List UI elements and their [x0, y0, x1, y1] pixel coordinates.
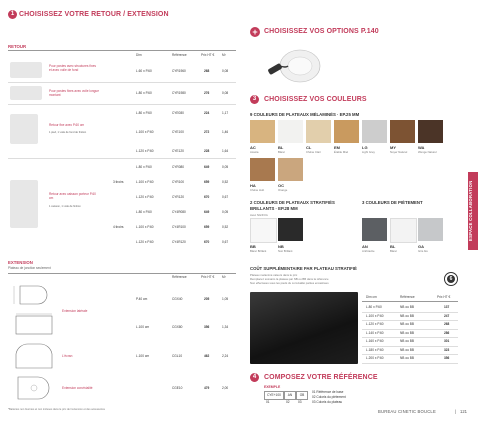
ref-legend: 03 Coloris du plateau [312, 400, 343, 404]
ext-header-m3: M³ [222, 275, 226, 279]
col-header-dim: Dim [136, 53, 142, 57]
swatch-code: NB [278, 244, 284, 249]
cell-ref: CYE080 [172, 111, 184, 115]
swatch-code: BB [250, 244, 256, 249]
power-unit-image [262, 44, 322, 86]
glossy-plateau-image [250, 292, 358, 364]
cell-prix: 356 [204, 325, 210, 329]
swatch-code: CL [306, 145, 312, 150]
ref-index: 01 [266, 400, 270, 404]
swatch-code: BL [390, 244, 396, 249]
cell-dim: L.80 x P.60 [366, 305, 382, 309]
ext-header-prix: Prix HT € [201, 275, 215, 279]
cell-prix: 247 [444, 313, 450, 318]
step-badge-3: 3 [250, 95, 259, 104]
cell-ref: CGE10 [172, 386, 183, 390]
cell-ref: NB ou BB [400, 339, 414, 343]
cell-prix: 268 [204, 69, 210, 73]
cell-prix: 670 [204, 240, 210, 244]
cell-m3: 0,05 [222, 210, 229, 214]
section-rule [8, 273, 236, 274]
extension-label: L'écran [62, 354, 73, 358]
cell-prix: 286 [444, 330, 450, 335]
group-desc-sub: 1 caisson, 1 voile de finition [49, 205, 81, 208]
retour-image [10, 180, 38, 228]
cell-ref: CYE120 [172, 149, 184, 153]
section-rule [8, 50, 236, 51]
cell-m3: 0,05 [222, 165, 229, 169]
cell-prix: 462 [204, 354, 210, 358]
surcout-header-dim: Dim cm [366, 295, 377, 299]
step-badge-number: 6 [447, 275, 455, 283]
cell-ref: CYR1980 [172, 91, 186, 95]
swatch-name: Blanc [278, 150, 285, 154]
options-title: CHOISISSEZ VOS OPTIONS P.140 [264, 28, 379, 35]
step-badge-6 [444, 272, 458, 286]
swatch-em[interactable] [334, 120, 359, 143]
swatch-my[interactable] [390, 120, 415, 143]
cell-prix: 268 [444, 322, 450, 326]
swatch-an[interactable] [362, 218, 387, 241]
col-header-prix: Prix HT € [201, 53, 215, 57]
cell-m3: 0,08 [222, 69, 229, 73]
retour-section-label: RETOUR [8, 44, 27, 49]
cell-prix: 670 [204, 195, 210, 199]
col-header-m3: M³ [222, 53, 226, 57]
swatch-bl-pied[interactable] [390, 218, 417, 243]
cell-dim: L.120 x P.60 [136, 149, 154, 153]
swatch-code: AN [362, 244, 368, 249]
cell-ref: CY4R100 [172, 225, 186, 229]
cell-dim: L.80 x P.60 [136, 210, 152, 214]
cell-ref: CGX40 [172, 297, 183, 301]
cell-ref: CYR080 [172, 165, 185, 169]
swatch-code: AC [250, 145, 256, 150]
cell-prix: 272 [204, 130, 210, 134]
cell-dim: L.100 x P.60 [366, 313, 384, 318]
section-rule [362, 301, 458, 302]
swatch-lg[interactable] [362, 120, 387, 143]
cell-dim: L.100 cm [136, 325, 150, 329]
reference-label: EXEMPLE [264, 385, 281, 389]
ref-box-pietement: AN [284, 391, 296, 400]
swatch-name: Blanc [390, 249, 397, 253]
cell-prix: 323 [444, 347, 450, 352]
extension-label: Extension latérale [62, 309, 88, 313]
retour-image [10, 62, 42, 78]
stratifies-title: 2 COULEURS DE PLATEAUX STRATIFIÉS BRILLANTS · EP.28 MM [250, 200, 335, 211]
pietement-title: 3 COULEURS DE PIÈTEMENT [362, 200, 423, 205]
cell-ref: NB ou BB [400, 356, 414, 360]
surcout-line: Plateau melaminé valeurs dans le prix [250, 273, 298, 277]
swatch-code: MY [390, 145, 396, 150]
swatch-name: Érable Miel [334, 150, 348, 154]
cell-dim: L.80 x P.60 [136, 165, 152, 169]
cell-ref: CY4R080 [172, 210, 186, 214]
cell-prix: 205 [204, 297, 210, 301]
stratifies-sub: Avec NG/FCG [250, 213, 268, 217]
retour-title: CHOISISSEZ VOTRE RETOUR / EXTENSION [19, 10, 169, 18]
swatch-cl[interactable] [306, 120, 331, 143]
cell-dim: L.100 x P.60 [136, 130, 154, 134]
surcout-header-prix: Prix HT € [437, 295, 451, 299]
cell-prix: 276 [204, 91, 210, 95]
swatch-code: GA [418, 244, 424, 249]
cell-prix: 224 [204, 111, 210, 115]
surcout-line: Remplacez scénario la plateau par NB ou BB dans la référence [250, 277, 329, 281]
extension-drawing [12, 284, 54, 306]
cell-dim: L.160 x P.60 [366, 339, 384, 343]
cell-ref: CGX80 [172, 325, 183, 329]
cell-m3: 0,67 [222, 195, 229, 199]
swatch-code: BL [278, 145, 284, 150]
extension-drawing [12, 312, 56, 338]
couleurs-title: CHOISISSEZ VOS COULEURS [264, 95, 367, 103]
cell-prix: 228 [204, 149, 210, 153]
group-desc: Pour postes fixes avec voile longue montant [49, 89, 99, 97]
footer-text: BUREAU CINETIC BOUCLE [378, 409, 436, 414]
group-desc: Retour fixe avec P.60 cm [49, 123, 85, 127]
swatch-name: Noyer Naturel [390, 150, 408, 154]
cell-prix: 659 [204, 180, 210, 184]
swatch-name: Light Grey [362, 150, 375, 154]
surcout-header-ref: Référence [400, 295, 415, 299]
col-header-ref: Référence [172, 53, 187, 57]
cell-dim: L.120 x P.60 [136, 195, 154, 199]
swatch-code: LG [362, 145, 368, 150]
step-badge-1: 1 [8, 10, 17, 19]
cell-dim: L.60 x P.60 [136, 69, 152, 73]
ref-legend: 02 Coloris du piètement [312, 395, 346, 399]
swatch-name: Orange [278, 188, 288, 192]
swatch-bb[interactable] [250, 218, 277, 243]
retour-image [10, 86, 42, 100]
group-desc: Retour avec caisson porteur P.60 cm [49, 192, 96, 200]
tiroirs-label: 3 tiroirs [113, 180, 124, 184]
cell-dim: L.80 x P.60 [136, 91, 152, 95]
surcout-title: COÛT SUPPLÉMENTAIRE PAR PLATEAU STRATIFIÉ [250, 266, 357, 271]
swatch-name: Blanc Brillant [250, 249, 267, 253]
swatch-name: Chêne Hub [250, 188, 265, 192]
cell-ref: CYR100 [172, 180, 185, 184]
cell-m3: 2,00 [222, 386, 229, 390]
cell-prix: 649 [204, 210, 210, 214]
tiroirs-label: 4 tiroirs [113, 225, 124, 229]
cell-ref: CYE100 [172, 130, 184, 134]
swatch-ha[interactable] [250, 158, 275, 181]
swatch-name: Anthracite [362, 249, 375, 253]
cell-dim: L.120 x P.60 [366, 322, 384, 326]
cell-m3: 1,17 [222, 111, 229, 115]
cell-m3: 1,34 [222, 325, 229, 329]
surcout-line: Non effectuées sous les pieds du convivalité parties encastrées [250, 281, 329, 285]
swatch-ac[interactable] [250, 120, 275, 143]
cell-dim: L.80 x P.60 [136, 111, 152, 115]
cell-prix: 356 [444, 356, 450, 360]
extension-drawing [14, 373, 54, 403]
cell-m3: 1,64 [222, 149, 229, 153]
retour-image [10, 114, 38, 144]
swatch-name: Gris Alu [418, 249, 428, 253]
cell-dim: L.200 x P.60 [366, 356, 384, 360]
cell-dim: L.140 x P.60 [366, 330, 384, 335]
cell-m3: 0,52 [222, 180, 229, 184]
swatch-oc[interactable] [278, 158, 303, 181]
swatch-code: OC [278, 183, 284, 188]
cell-prix: 649 [204, 165, 210, 169]
cell-ref: CY4R120 [172, 240, 186, 244]
ref-box-plateau: OB [296, 391, 308, 400]
group-desc: Pour postes avec structures fixes et avec voile de fond [49, 64, 96, 72]
cell-ref: CGL10 [172, 354, 183, 358]
melamine-title: 9 COULEURS DE PLATEAUX MÉLAMINÉS · EP.25 MM [250, 112, 360, 117]
cell-dim: L.100 x P.60 [136, 225, 154, 229]
cell-m3: 2,24 [222, 354, 229, 358]
cell-dim: L.120 x P.60 [136, 240, 154, 244]
cell-m3: 0,08 [222, 91, 229, 95]
extension-label: Extension convivialité [62, 386, 93, 390]
ref-legend: 01 Référence de base [312, 390, 344, 394]
ext-header-ref: Référence [172, 275, 187, 279]
cell-dim: P.40 cm [136, 297, 148, 301]
swatch-bl[interactable] [278, 120, 303, 143]
cell-dim: L.180 x P.60 [366, 347, 384, 352]
footnote: *Batteries non fournies et non incluses dans le prix de l'extension et des accessoires [8, 408, 105, 411]
swatch-name: Wenge Naturel [418, 150, 437, 154]
extension-section-label: EXTENSION [8, 260, 33, 265]
cell-ref: CYR1960 [172, 69, 186, 73]
swatch-nb[interactable] [278, 218, 303, 241]
reference-title: COMPOSEZ VOTRE RÉFÉRENCE [264, 373, 378, 381]
swatch-wa[interactable] [418, 120, 443, 143]
swatch-name: Acacia [250, 150, 259, 154]
cell-ref: CYR120 [172, 195, 185, 199]
ref-index: 03 [298, 400, 302, 404]
cell-dim: L.100 x P.60 [136, 180, 154, 184]
cell-ref: NB ou BB [400, 322, 414, 326]
cell-dim: L.100 cm [136, 354, 150, 358]
page-number: 121 [460, 409, 467, 414]
cell-ref: NB ou BB [400, 313, 414, 318]
swatch-code: EM [334, 145, 340, 150]
swatch-code: HA [250, 183, 256, 188]
swatch-name: Chêne Clair [306, 150, 321, 154]
footer-separator: | [455, 409, 457, 414]
ref-box-base: CYE+100 [264, 391, 284, 400]
plus-icon: + [250, 27, 260, 37]
cell-m3: 0,67 [222, 240, 229, 244]
group-desc-sub: 1 pied, 1 voile de fond de finition [49, 131, 87, 134]
extension-drawing [12, 342, 56, 370]
extension-note: Plateau de jonction seulement [8, 266, 51, 270]
cell-m3: 1,46 [222, 130, 229, 134]
ref-index: 02 [286, 400, 290, 404]
cell-m3: 0,52 [222, 225, 229, 229]
swatch-name: Noir Brillant [278, 249, 293, 253]
cell-prix: 137 [444, 305, 450, 309]
cell-prix: 659 [204, 225, 210, 229]
step-badge-4: 4 [250, 373, 259, 382]
cell-prix: 479 [204, 386, 210, 390]
swatch-ga[interactable] [418, 218, 443, 241]
cell-m3: 1,05 [222, 297, 229, 301]
side-tab[interactable]: ESPACE COLLABORATION [468, 172, 478, 250]
cell-ref: NB ou BB [400, 305, 414, 309]
swatch-code: WA [418, 145, 425, 150]
cell-ref: NB ou BB [400, 347, 414, 352]
cell-ref: NB ou BB [400, 330, 414, 335]
cell-prix: 301 [444, 339, 450, 343]
